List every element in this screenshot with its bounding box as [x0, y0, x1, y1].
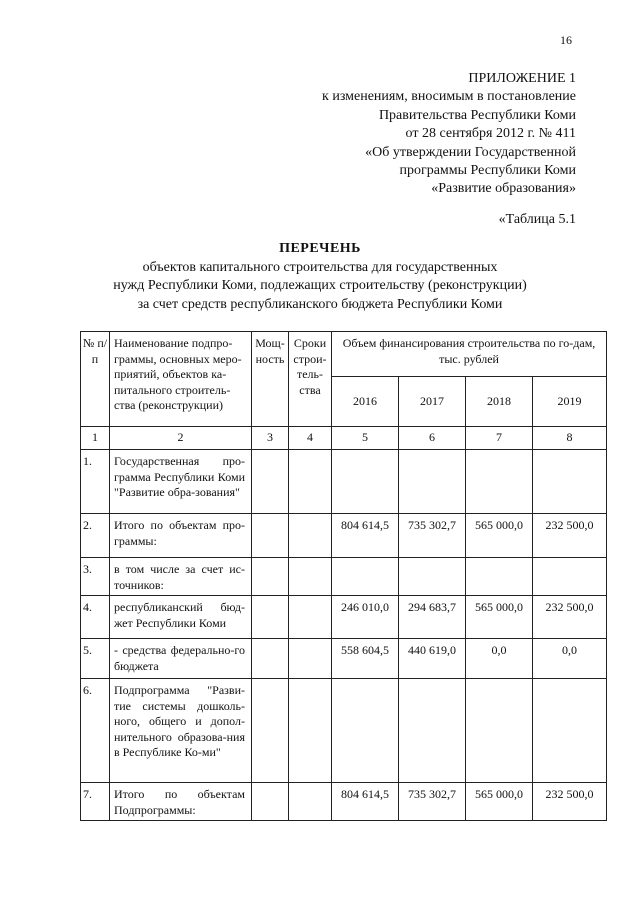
row-value-2016: 558 604,5: [332, 639, 399, 679]
appendix-line: Правительства Республики Коми: [378, 107, 576, 123]
row-term: [289, 783, 332, 821]
row-value-2019: [533, 558, 607, 596]
row-value-2019: 232 500,0: [533, 596, 607, 639]
row-value-2018: 0,0: [466, 639, 533, 679]
heading-line: объектов капитального строительства для государственных: [142, 259, 498, 275]
row-term: [289, 558, 332, 596]
column-number: 8: [533, 427, 607, 450]
row-value-2018: [466, 558, 533, 596]
row-term: [289, 450, 332, 514]
row-value-2016: 246 010,0: [332, 596, 399, 639]
column-number: 1: [81, 427, 110, 450]
column-number: 3: [252, 427, 289, 450]
column-number: 2: [110, 427, 252, 450]
row-name: Итого по объектам Подпрограммы:: [110, 783, 252, 821]
column-number: 7: [466, 427, 533, 450]
table-row: [81, 450, 607, 514]
objects-table: [80, 331, 607, 821]
row-value-2019: [533, 679, 607, 783]
row-number: 4.: [81, 596, 110, 639]
row-value-2017: [399, 679, 466, 783]
header-year-2017: 2017: [399, 377, 466, 427]
row-value-2019: [533, 450, 607, 514]
row-capacity: [252, 596, 289, 639]
row-number: 1.: [81, 450, 110, 514]
row-value-2018: [466, 450, 533, 514]
table-row: [81, 783, 607, 821]
header-volume: Объем финансирования строительства по го-дам, тыс. рублей: [332, 332, 607, 377]
row-value-2018: [466, 679, 533, 783]
row-term: [289, 639, 332, 679]
row-value-2017: 440 619,0: [399, 639, 466, 679]
row-name: Подпрограмма "Разви-тие системы дошколь-ного, общего и допол-нительного образова-ния в Республике Ко-ми": [110, 679, 252, 783]
row-value-2017: [399, 558, 466, 596]
row-term: [289, 679, 332, 783]
row-capacity: [252, 639, 289, 679]
header-year-2019: 2019: [533, 377, 607, 427]
row-value-2016: 804 614,5: [332, 783, 399, 821]
row-number: 5.: [81, 639, 110, 679]
column-number: 6: [399, 427, 466, 450]
row-term: [289, 596, 332, 639]
row-capacity: [252, 450, 289, 514]
row-capacity: [252, 679, 289, 783]
row-value-2016: 804 614,5: [332, 514, 399, 558]
row-value-2016: [332, 679, 399, 783]
appendix-line: программы Республики Коми: [399, 163, 576, 179]
row-number: 3.: [81, 558, 110, 596]
row-number: 2.: [81, 514, 110, 558]
appendix-line: «Об утверждении Государственной: [365, 144, 576, 160]
header-name: Наименование подпро-граммы, основных меро-приятий, объектов ка-питального строитель-ства (реконструкции): [110, 332, 252, 427]
appendix-block: [322, 70, 576, 199]
table-row: [81, 639, 607, 679]
row-value-2019: 232 500,0: [533, 783, 607, 821]
row-name: - средства федерально-го бюджета: [110, 639, 252, 679]
header-year-2018: 2018: [466, 377, 533, 427]
row-value-2017: [399, 450, 466, 514]
table-row: [81, 596, 607, 639]
row-capacity: [252, 558, 289, 596]
row-value-2017: 735 302,7: [399, 783, 466, 821]
row-value-2016: [332, 558, 399, 596]
header-term: Сроки строи-тель-ства: [289, 332, 332, 427]
appendix-line: к изменениям, вносимым в постановление: [322, 89, 576, 105]
row-value-2017: 294 683,7: [399, 596, 466, 639]
page-number: 16: [560, 33, 572, 47]
row-value-2018: 565 000,0: [466, 596, 533, 639]
header-year-2016: 2016: [332, 377, 399, 427]
column-numbers-row: [81, 427, 607, 450]
row-value-2017: 735 302,7: [399, 514, 466, 558]
appendix-line: от 28 сентября 2012 г. № 411: [405, 126, 576, 142]
row-name: Государственная про-грамма Республики Коми "Развитие обра-зования": [110, 450, 252, 514]
table-label: «Таблица 5.1: [498, 212, 576, 227]
row-number: 7.: [81, 783, 110, 821]
header-capacity: Мощ-ность: [252, 332, 289, 427]
table-row: [81, 514, 607, 558]
appendix-line: «Развитие образования»: [431, 181, 576, 197]
row-value-2018: 565 000,0: [466, 783, 533, 821]
column-number: 4: [289, 427, 332, 450]
table-row: [81, 679, 607, 783]
row-value-2019: 0,0: [533, 639, 607, 679]
row-number: 6.: [81, 679, 110, 783]
row-value-2018: 565 000,0: [466, 514, 533, 558]
row-name: в том числе за счет ис-точников:: [110, 558, 252, 596]
document-heading: [0, 240, 640, 314]
row-value-2019: 232 500,0: [533, 514, 607, 558]
appendix-line: ПРИЛОЖЕНИЕ 1: [468, 71, 576, 86]
header-no: № п/п: [81, 332, 110, 427]
table-row: [81, 558, 607, 596]
row-name: республиканский бюд-жет Республики Коми: [110, 596, 252, 639]
row-capacity: [252, 514, 289, 558]
row-name: Итого по объектам про-граммы:: [110, 514, 252, 558]
row-value-2016: [332, 450, 399, 514]
heading-title: ПЕРЕЧЕНЬ: [279, 241, 361, 256]
column-number: 5: [332, 427, 399, 450]
heading-line: за счет средств республиканского бюджета Республики Коми: [137, 296, 503, 312]
row-term: [289, 514, 332, 558]
heading-line: нужд Республики Коми, подлежащих строительству (реконструкции): [113, 278, 527, 293]
row-capacity: [252, 783, 289, 821]
